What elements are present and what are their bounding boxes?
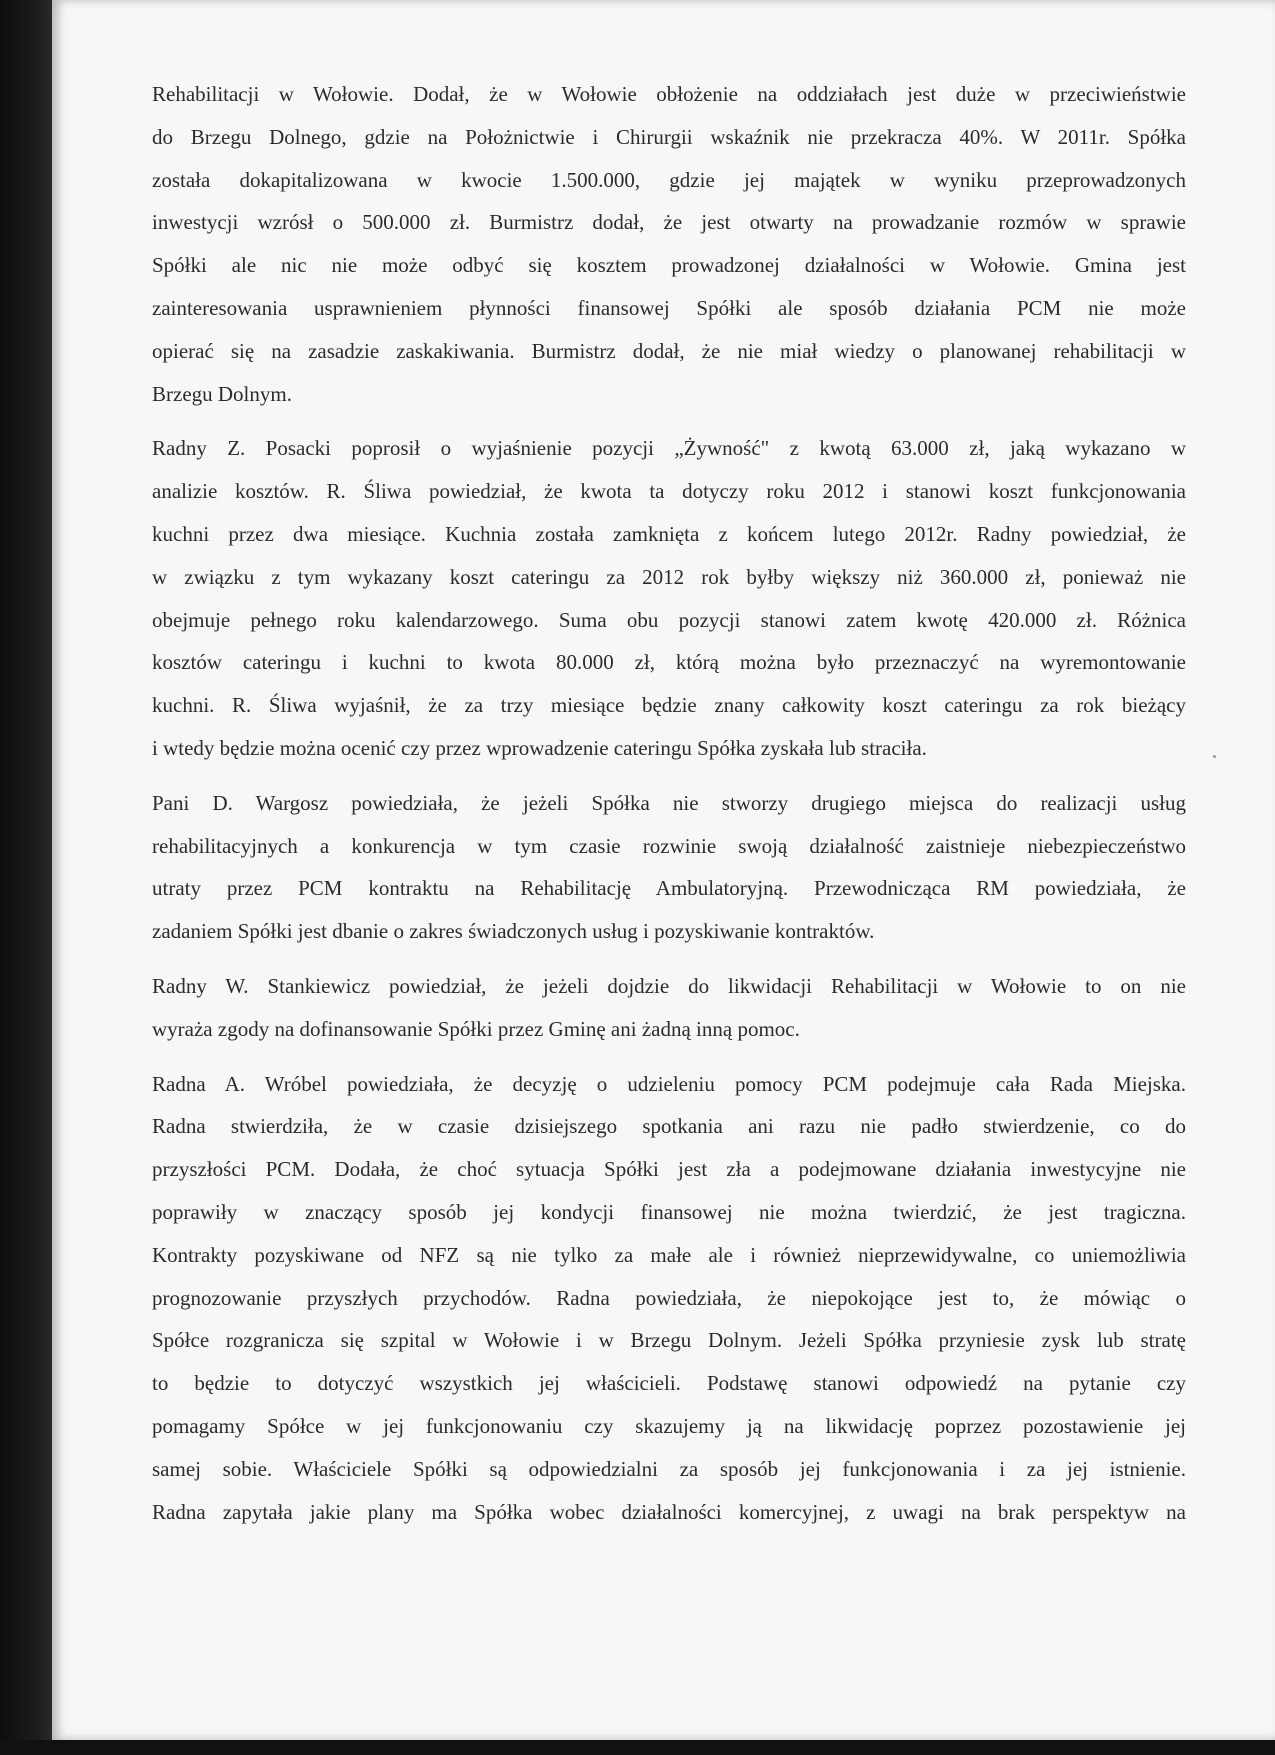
text-line: i wtedy będzie można ocenić czy przez wprowadzenie cateringu Spółka zyskała lub straciła. xyxy=(152,735,927,760)
text-line: zainteresowania usprawnieniem płynności finansowej Spółki ale sposób działania PCM nie może xyxy=(152,295,1186,320)
scan-bottom-edge xyxy=(0,1740,1275,1755)
text-line: w związku z tym wykazany koszt cateringu za 2012 rok byłby większy niż 360.000 zł, ponieważ nie xyxy=(152,564,1186,589)
paragraph-posacki-food-cost xyxy=(152,427,1186,769)
text-line: Spółce rozgranicza się szpital w Wołowie i w Brzegu Dolnym. Jeżeli Spółka przyniesie zysk lub stratę xyxy=(152,1328,1186,1353)
text-line: kosztów cateringu i kuchni to kwota 80.000 zł, którą można było przeznaczyć na wyremontowanie xyxy=(152,650,1186,675)
text-line: Radna stwierdziła, że w czasie dzisiejszego spotkania ani razu nie padło stwierdzenie, co do xyxy=(152,1114,1186,1139)
text-line: samej sobie. Właściciele Spółki są odpowiedzialni za sposób jej funkcjonowania i za jej istnienie. xyxy=(152,1456,1186,1481)
paragraph-rehabilitation-wolow xyxy=(152,73,1186,415)
text-line: Radny Z. Posacki poprosił o wyjaśnienie pozycji „Żywność" z kwotą 63.000 zł, jaką wykazano w xyxy=(152,436,1186,461)
text-line: Rehabilitacji w Wołowie. Dodał, że w Wołowie obłożenie na oddziałach jest duże w przeciwieństwie xyxy=(152,82,1186,106)
text-line: została dokapitalizowana w kwocie 1.500.000, gdzie jej majątek w wyniku przeprowadzonych xyxy=(152,167,1186,192)
text-line: to będzie to dotyczyć wszystkich jej właścicieli. Podstawę stanowi odpowiedź na pytanie czy xyxy=(152,1371,1186,1396)
scan-left-edge xyxy=(0,0,52,1755)
text-line: kuchni przez dwa miesiące. Kuchnia została zamknięta z końcem lutego 2012r. Radny powiedział, że xyxy=(152,521,1186,546)
text-line: inwestycji wzrósł o 500.000 zł. Burmistrz dodał, że jest otwarty na prowadzanie rozmów w sprawie xyxy=(152,210,1186,235)
text-line: obejmuje pełnego roku kalendarzowego. Suma obu pozycji stanowi zatem kwotę 420.000 zł. Różnica xyxy=(152,607,1186,632)
text-line: wyraża zgody na dofinansowanie Spółki przez Gminę ani żadną inną pomoc. xyxy=(152,1016,800,1041)
paragraph-stankiewicz xyxy=(152,965,1186,1051)
text-line: przyszłości PCM. Dodała, że choć sytuacja Spółki jest zła a podejmowane działania inwestycyjne nie xyxy=(152,1157,1186,1182)
text-line: pomagamy Spółce w jej funkcjonowaniu czy skazujemy ją na likwidację poprzez pozostawienie jej xyxy=(152,1413,1186,1438)
text-line: zadaniem Spółki jest dbanie o zakres świadczonych usług i pozyskiwanie kontraktów. xyxy=(152,919,875,944)
paragraph-wrobel xyxy=(152,1063,1186,1534)
text-line: utraty przez PCM kontraktu na Rehabilitację Ambulatoryjną. Przewodnicząca RM powiedziała, że xyxy=(152,876,1186,901)
text-line: analizie kosztów. R. Śliwa powiedział, że kwota ta dotyczy roku 2012 i stanowi koszt funkcjonowania xyxy=(152,479,1186,504)
text-line: kuchni. R. Śliwa wyjaśnił, że za trzy miesiące będzie znany całkowity koszt cateringu za rok bieżący xyxy=(152,693,1186,718)
text-line: Brzegu Dolnym. xyxy=(152,381,292,406)
text-line: Kontrakty pozyskiwane od NFZ są nie tylko za małe ale i również nieprzewidywalne, co uniemożliwia xyxy=(152,1242,1186,1267)
text-line: rehabilitacyjnych a konkurencja w tym czasie rozwinie swoją działalność zaistnieje niebezpieczeństwo xyxy=(152,833,1186,858)
scan-speck xyxy=(1213,755,1216,758)
text-line: prognozowanie przyszłych przychodów. Radna powiedziała, że niepokojące jest to, że mówiąc o xyxy=(152,1285,1186,1310)
text-line: Radna A. Wróbel powiedziała, że decyzję o udzieleniu pomocy PCM podejmuje cała Rada Miejska. xyxy=(152,1071,1186,1096)
text-line: Spółki ale nic nie może odbyć się kosztem prowadzonej działalności w Wołowie. Gmina jest xyxy=(152,253,1186,278)
paragraph-wargosz xyxy=(152,782,1186,953)
text-line: Radna zapytała jakie plany ma Spółka wobec działalności komercyjnej, z uwagi na brak perspektyw na xyxy=(152,1499,1186,1524)
text-line: opierać się na zasadzie zaskakiwania. Burmistrz dodał, że nie miał wiedzy o planowanej rehabilitacji w xyxy=(152,338,1186,363)
text-line: poprawiły w znaczący sposób jej kondycji finansowej nie można twierdzić, że jest tragiczna. xyxy=(152,1199,1186,1224)
text-line: do Brzegu Dolnego, gdzie na Położnictwie i Chirurgii wskaźnik nie przekracza 40%. W 2011r. Spółka xyxy=(152,124,1186,149)
text-line: Pani D. Wargosz powiedziała, że jeżeli Spółka nie stworzy drugiego miejsca do realizacji usług xyxy=(152,790,1186,815)
document-body xyxy=(152,73,1186,1545)
text-line: Radny W. Stankiewicz powiedział, że jeżeli dojdzie do likwidacji Rehabilitacji w Wołowie to on nie xyxy=(152,973,1186,998)
